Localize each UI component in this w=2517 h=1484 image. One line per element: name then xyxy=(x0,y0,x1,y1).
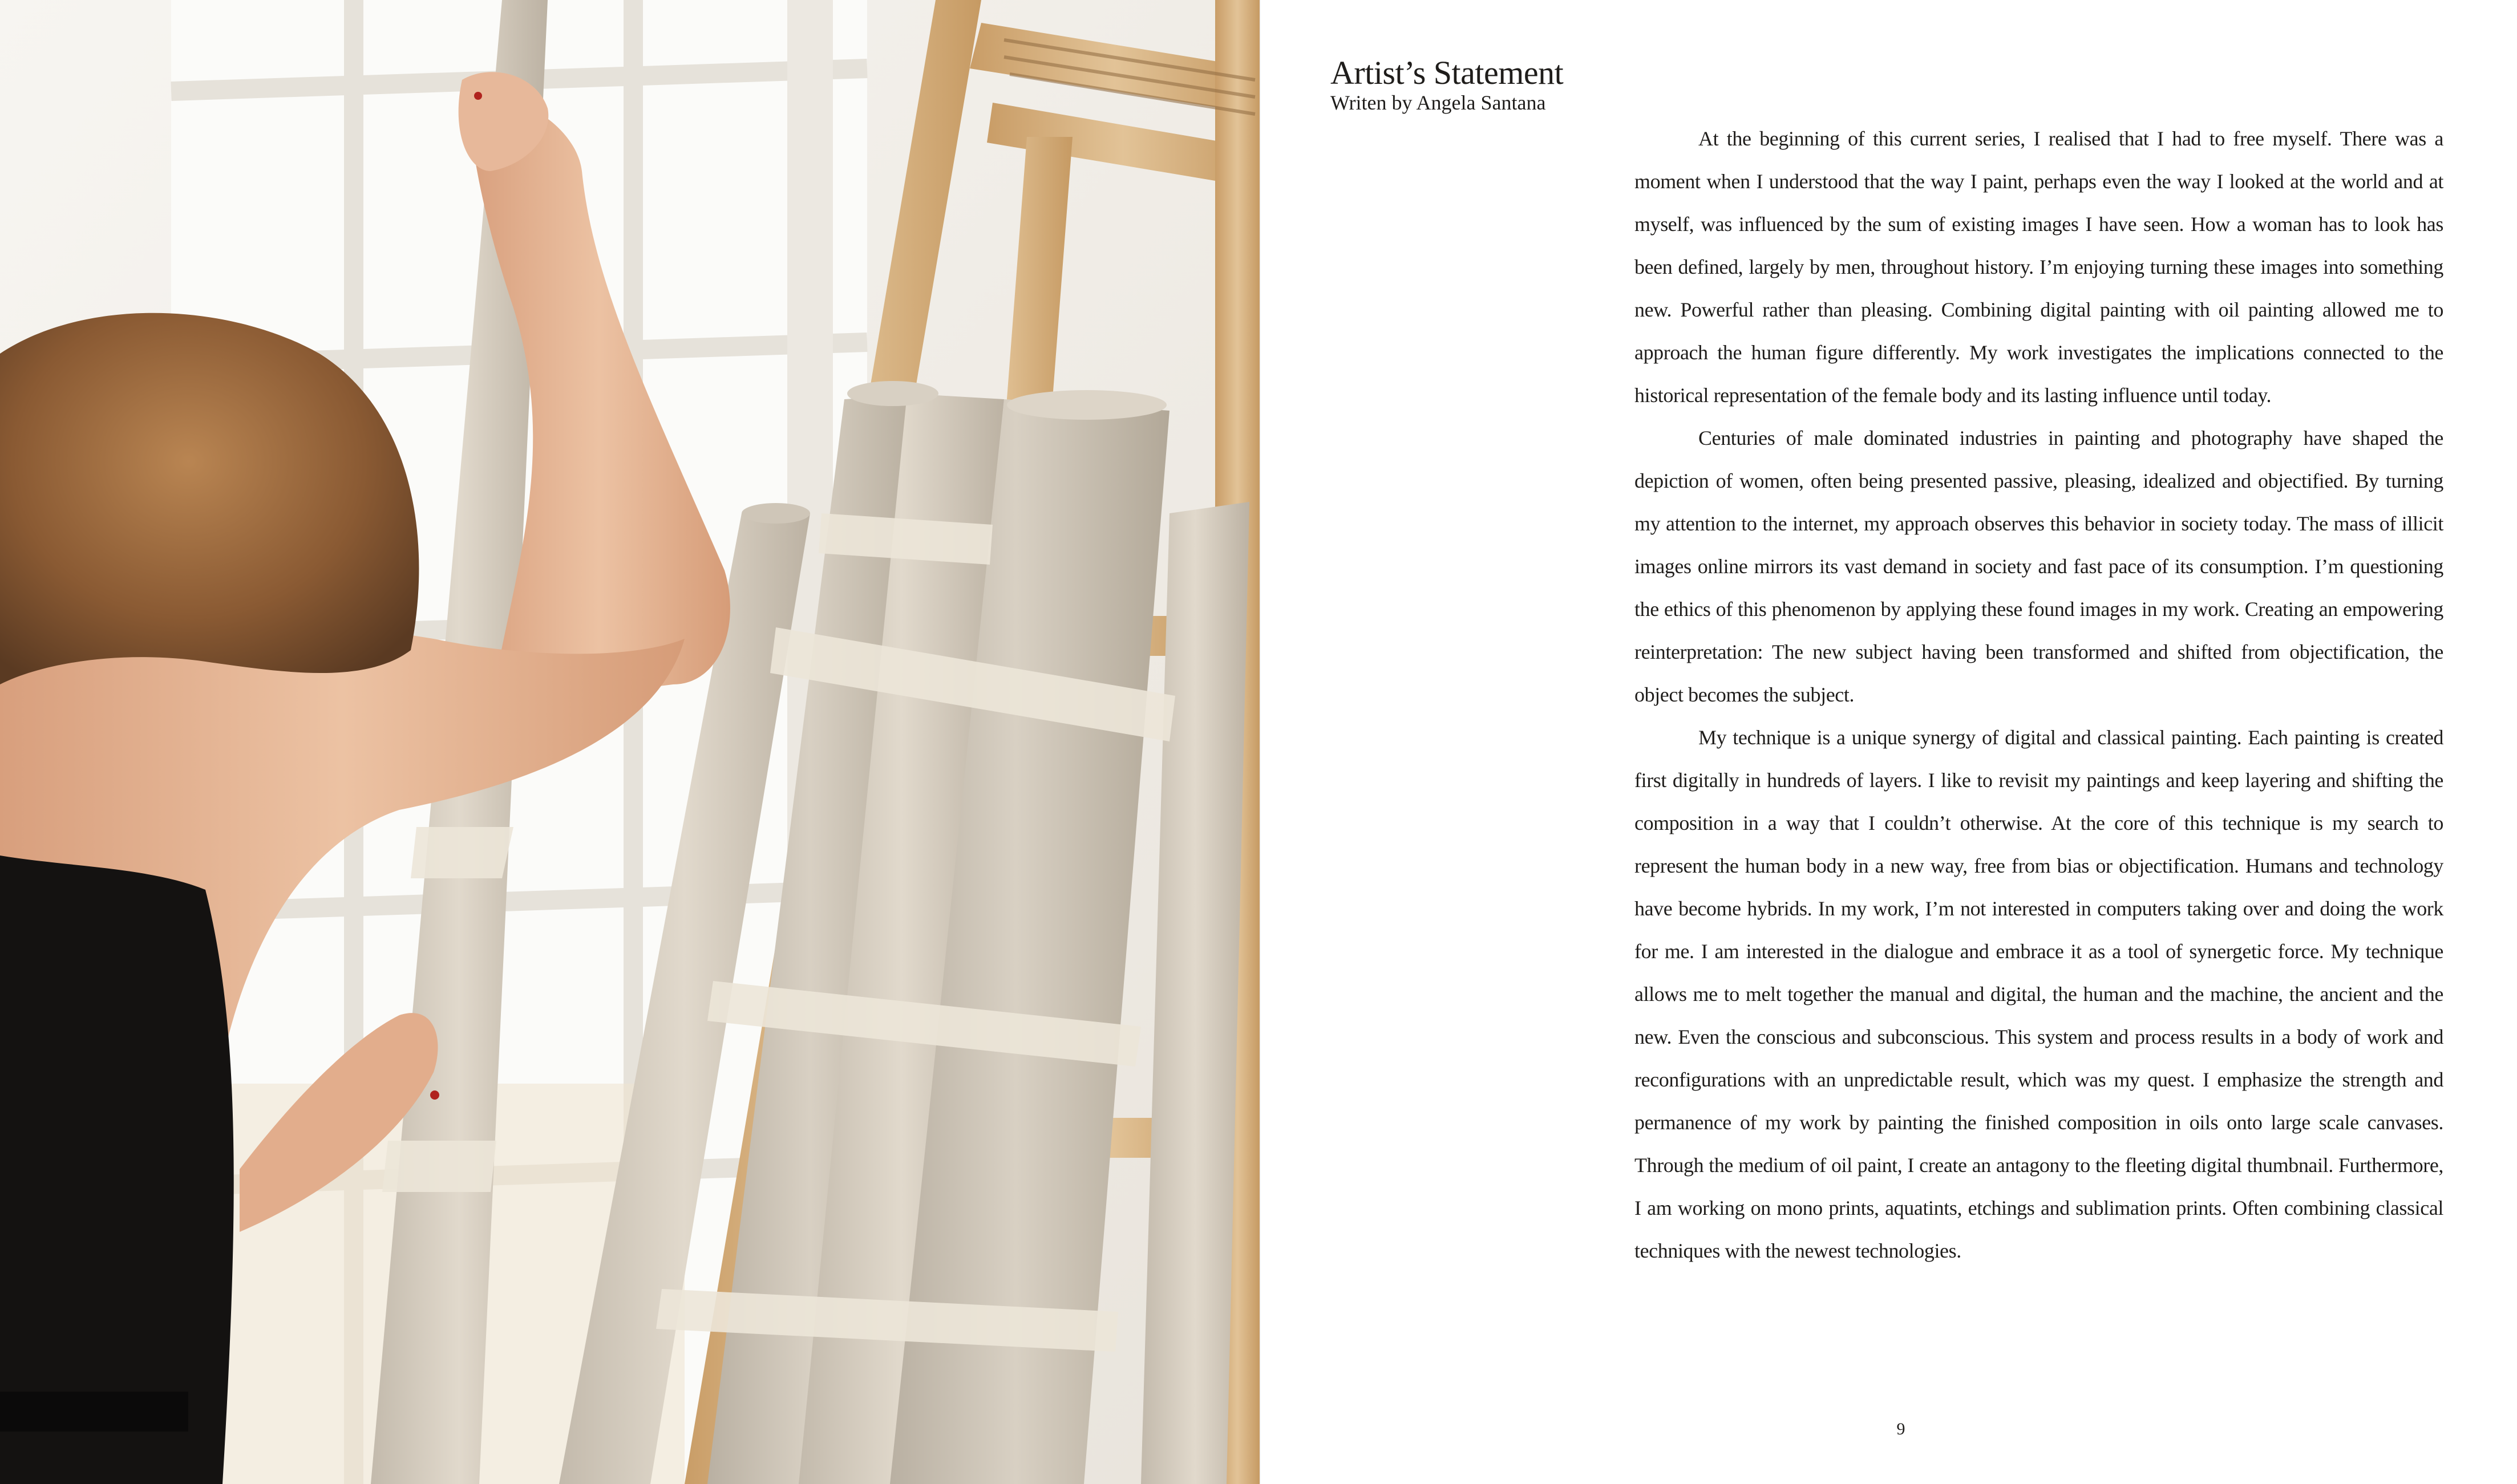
paragraph-3: My technique is a unique synergy of digital and classical painting. Each painting is created first digitally in hundreds of layers. I like to revisit my paintings and keep layering and shifting the composition in a way that I couldn’t otherwise. At the core of this technique is my search to represent the human body in a new way, free from bias or objectification. Humans and technology have become hybrids. In my work, I’m not interested in computers taking over and doing the work for me. I am interested in the dialogue and embrace it as a tool of synergetic force. My technique allows me to melt together the manual and digital, the human and the machine, the ancient and the new. Even the conscious and subconscious. This system and process results in a body of work and reconfigurations with an unpredictable result, which was my quest. I emphasize the strength and permanence of my work by painting the finished composition in oils onto large scale canvases. Through the medium of oil paint, I create an antagony to the fleeting digital thumbnail. Furthermore, I am working on mono prints, aquatints, etchings and sublimation prints. Often combining classical techniques with the newest technologies. xyxy=(1634,726,2443,1262)
byline: Writen by Angela Santana xyxy=(1330,91,1546,114)
page-number: 9 xyxy=(1896,1420,1905,1438)
paragraph-1: At the beginning of this current series, I realised that I had to free myself. There was a moment when I understood that the way I paint, perhaps even the way I looked at the world and at myself, was influenced by the sum of existing images I have seen. How a woman has to look has been defined, largely by men, throughout history. I’m enjoying turning these images into something new. Powerful rather than pleasing. Combining digital painting with oil painting allowed me to approach the human figure differently. My work investigates the implications connected to the historical representation of the female body and its lasting influence until today. xyxy=(1634,127,2443,407)
page-title: Artist’s Statement xyxy=(1330,54,1564,91)
paragraph-2: Centuries of male dominated industries in painting and photography have shaped the depiction of women, often being presented passive, pleasing, idealized and objectified. By turning my attention to the internet, my approach observes this behavior in society today. The mass of illicit images online mirrors its vast demand in society and fast pace of its consumption. I’m questioning the ethics of this phenomenon by applying these found images in my work. Creating an empowering reinterpretation: The new subject having been transformed and shifted from objectification, the object becomes the subject. xyxy=(1634,427,2443,706)
statement-page xyxy=(1261,0,2517,1484)
statement-body xyxy=(1634,117,2443,1272)
